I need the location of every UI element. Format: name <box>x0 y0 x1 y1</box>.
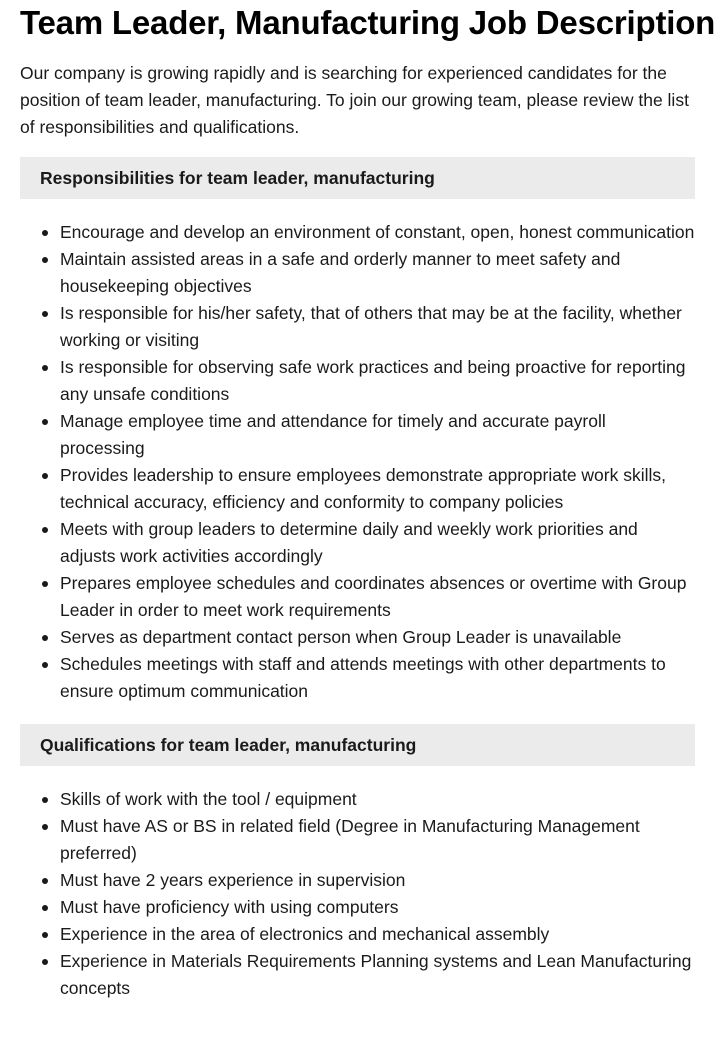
intro-paragraph: Our company is growing rapidly and is searching for experienced candidates for the position of team leader, manufacturing. To join our growing team, please review the list of responsibilities and qualifications. <box>20 63 689 137</box>
list-item-text: Must have 2 years experience in supervision <box>60 870 406 890</box>
bullet-icon <box>42 365 48 371</box>
list-item-text: Schedules meetings with staff and attends meetings with other departments to ensure optimum communication <box>60 654 666 701</box>
bullet-icon <box>42 824 48 830</box>
bullet-icon <box>42 527 48 533</box>
list-item <box>20 813 695 867</box>
bullet-icon <box>42 878 48 884</box>
list-item <box>20 786 695 813</box>
list-item <box>20 516 695 570</box>
list-item-text: Must have AS or BS in related field (Degree in Manufacturing Management preferred) <box>60 816 640 863</box>
list-item-text: Meets with group leaders to determine daily and weekly work priorities and adjusts work activities accordingly <box>60 519 638 566</box>
bullet-icon <box>42 257 48 263</box>
list-item-text: Maintain assisted areas in a safe and orderly manner to meet safety and housekeeping objectives <box>60 249 621 296</box>
list-item <box>20 354 695 408</box>
list-item <box>20 219 695 246</box>
responsibilities-list <box>20 219 695 705</box>
list-item <box>20 570 695 624</box>
list-item-text: Must have proficiency with using computers <box>60 897 399 917</box>
list-item-text: Prepares employee schedules and coordinates absences or overtime with Group Leader in order to meet work requirements <box>60 573 687 620</box>
list-item-text: Manage employee time and attendance for timely and accurate payroll processing <box>60 411 606 458</box>
bullet-icon <box>42 230 48 236</box>
list-item-text: Skills of work with the tool / equipment <box>60 789 357 809</box>
list-item <box>20 408 695 462</box>
list-item-text: Is responsible for observing safe work practices and being proactive for reporting any unsafe conditions <box>60 357 686 404</box>
list-item <box>20 921 695 948</box>
qualifications-list <box>20 786 695 1002</box>
list-item <box>20 246 695 300</box>
list-item <box>20 624 695 651</box>
list-item-text: Experience in the area of electronics and mechanical assembly <box>60 924 550 944</box>
bullet-icon <box>42 635 48 641</box>
list-item-text: Provides leadership to ensure employees demonstrate appropriate work skills, technical accuracy, efficiency and conformity to company policies <box>60 465 666 512</box>
bullet-icon <box>42 311 48 317</box>
bullet-icon <box>42 473 48 479</box>
responsibilities-heading: Responsibilities for team leader, manufacturing <box>20 157 695 199</box>
list-item-text: Serves as department contact person when Group Leader is unavailable <box>60 627 622 647</box>
list-item-text: Encourage and develop an environment of constant, open, honest communication <box>60 222 695 242</box>
bullet-icon <box>42 581 48 587</box>
list-item <box>20 948 695 1002</box>
bullet-icon <box>42 797 48 803</box>
bullet-icon <box>42 932 48 938</box>
list-item <box>20 651 695 705</box>
list-item <box>20 462 695 516</box>
list-item <box>20 867 695 894</box>
bullet-icon <box>42 419 48 425</box>
list-item <box>20 894 695 921</box>
page-title: Team Leader, Manufacturing Job Description <box>20 4 716 41</box>
list-item-text: Experience in Materials Requirements Planning systems and Lean Manufacturing concepts <box>60 951 692 998</box>
list-item-text: Is responsible for his/her safety, that of others that may be at the facility, whether working or visiting <box>60 303 682 350</box>
list-item <box>20 300 695 354</box>
bullet-icon <box>42 662 48 668</box>
bullet-icon <box>42 905 48 911</box>
qualifications-heading: Qualifications for team leader, manufacturing <box>20 724 695 766</box>
bullet-icon <box>42 959 48 965</box>
